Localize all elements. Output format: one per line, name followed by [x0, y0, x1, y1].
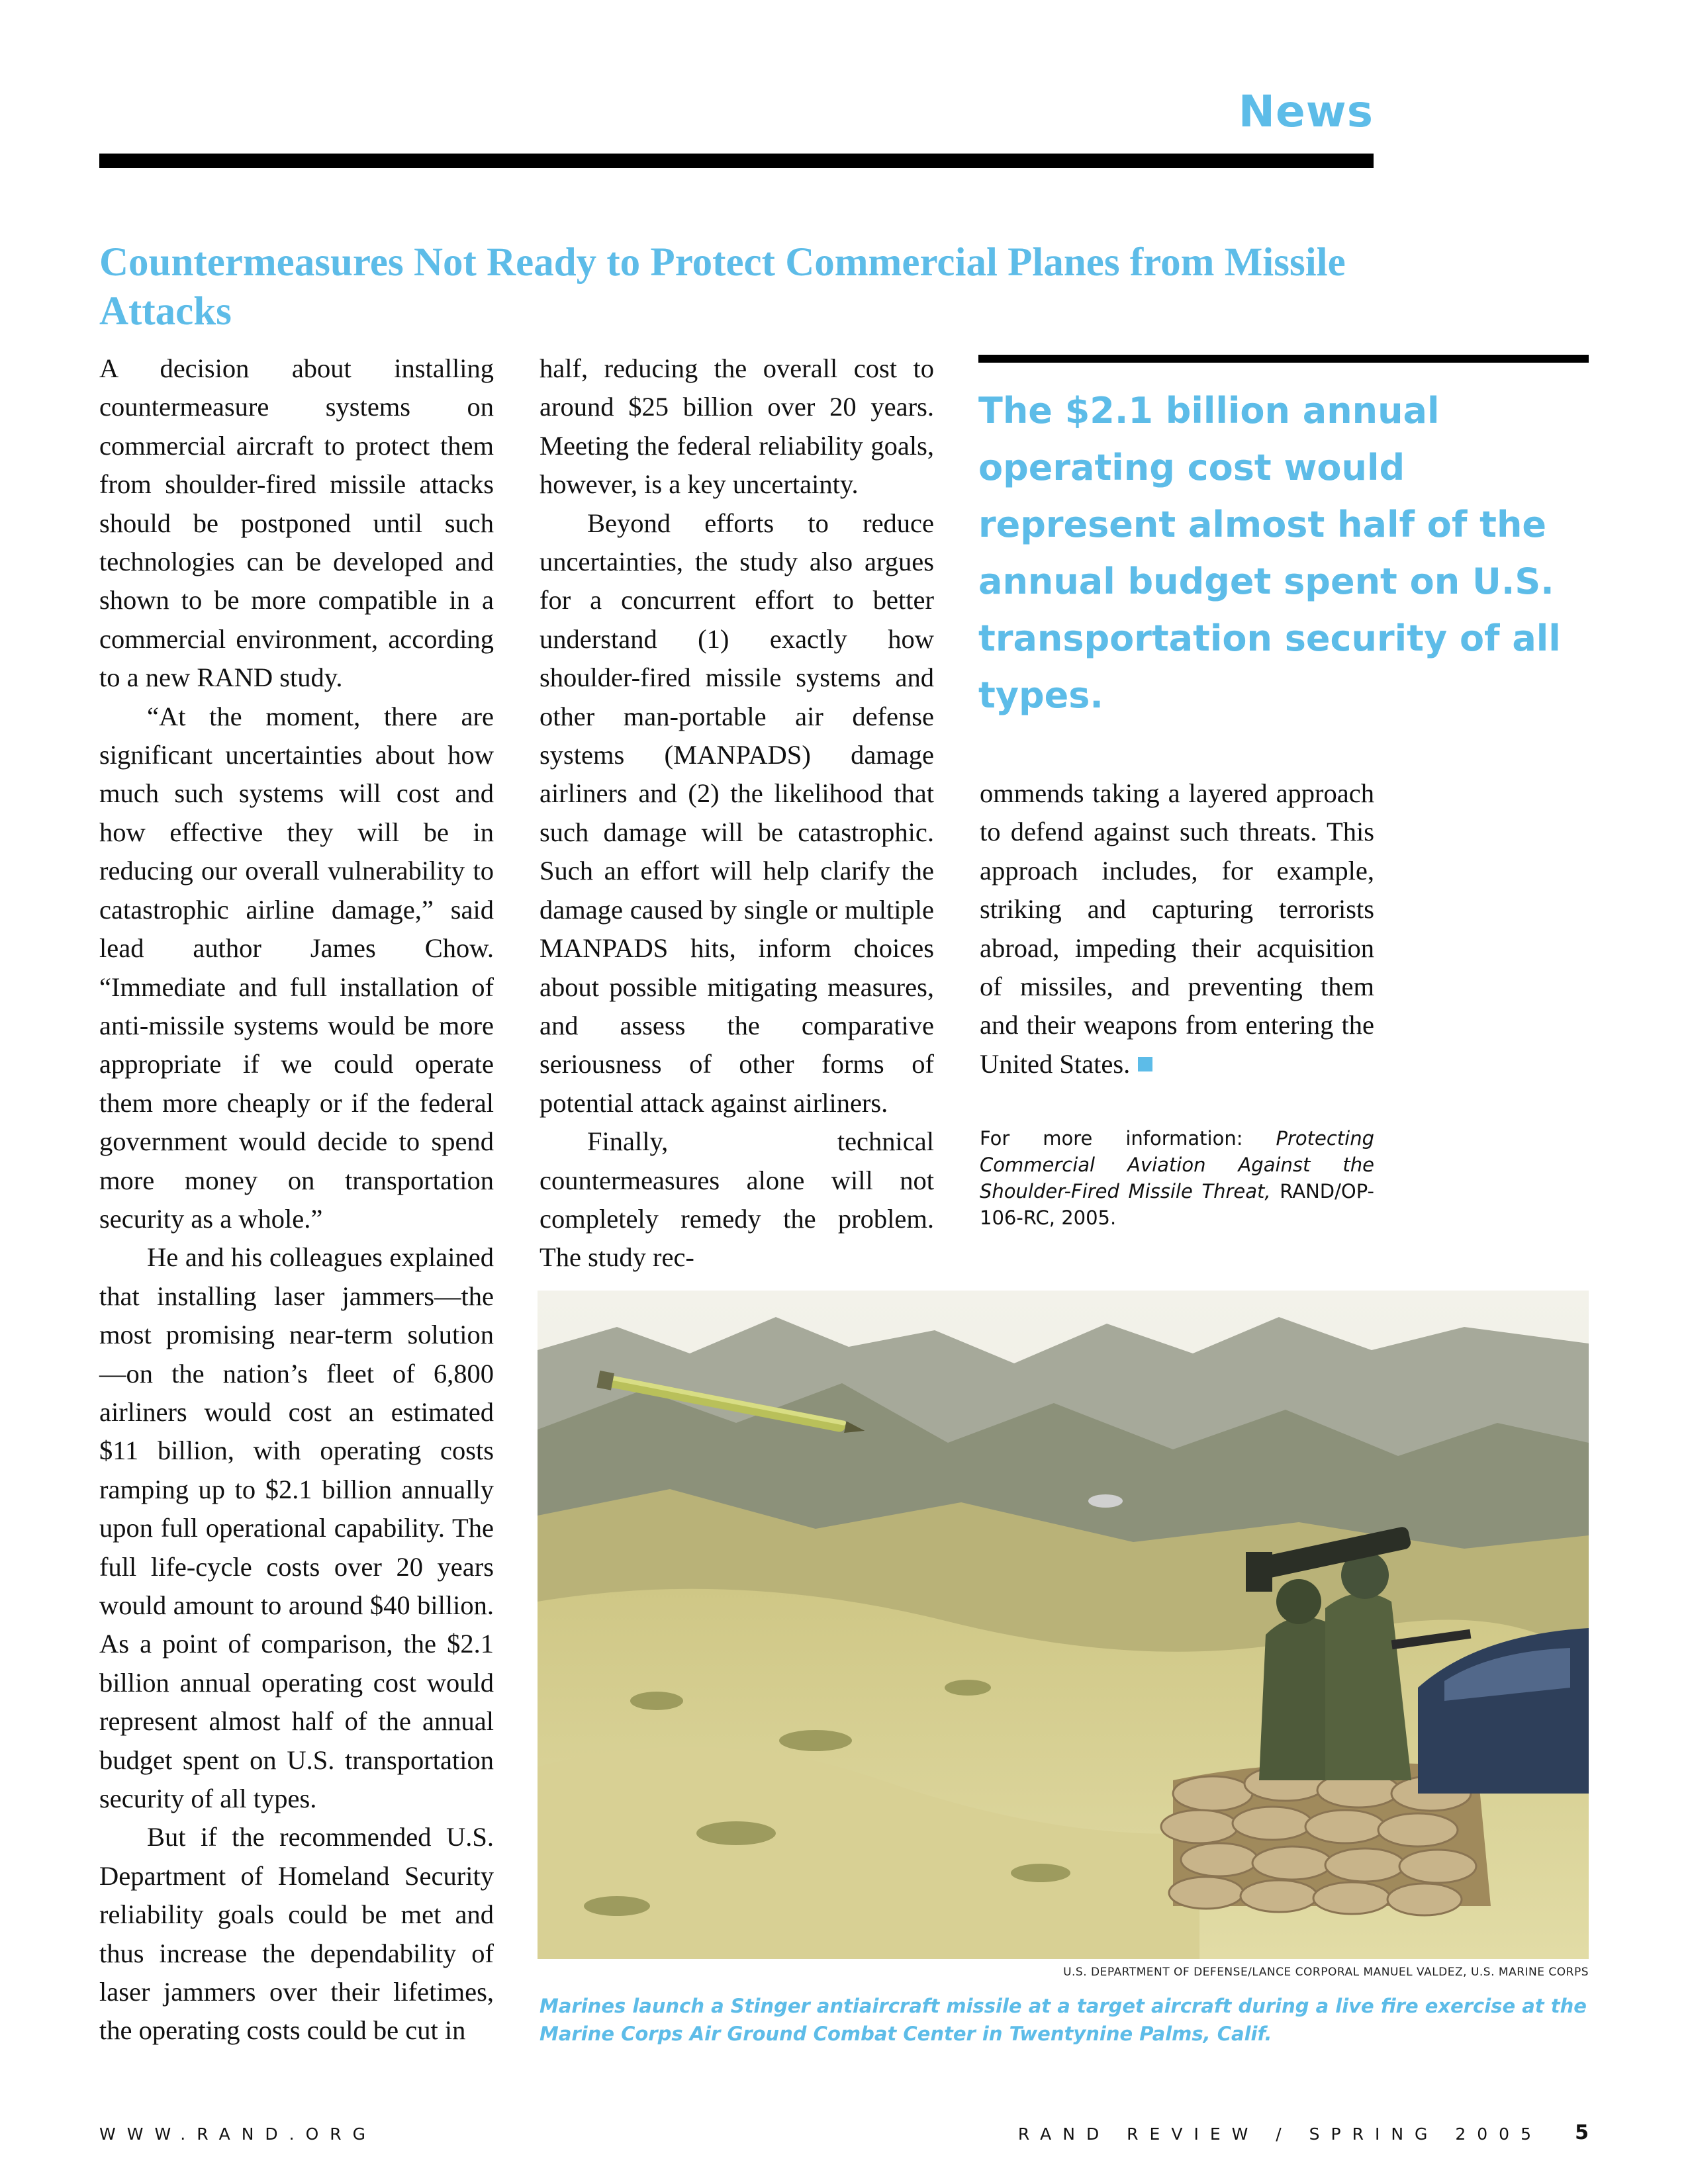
footer-website: WWW.RAND.ORG	[99, 2124, 377, 2144]
more-info-lead: For more information:	[980, 1127, 1276, 1150]
article-photo	[538, 1291, 1589, 1959]
photo-credit: U.S. DEPARTMENT OF DEFENSE/LANCE CORPORAL MANUEL VALDEZ, U.S. MARINE CORPS	[1063, 1966, 1589, 1979]
paragraph: “At the moment, there are significant uncertainties about how much such systems will cost and how effective they will be in reducing our overall vulnerability to catastrophic airline damage,” said lead author James Chow. “Immediate and full installation of anti-missile systems would be more appropriate if we could operate them more cheaply or if the federal government would decide to spend more money on transportation security as a whole.”	[99, 701, 494, 1234]
section-label: News	[1238, 86, 1374, 137]
paragraph: Finally, technical countermeasures alone will not completely remedy the problem. The study rec-	[539, 1126, 934, 1273]
photo-caption: Marines launch a Stinger antiaircraft missile at a target aircraft during a live fire exercise at the Marine Corps Air Ground Combat Center in Twentynine Palms, Calif.	[539, 1995, 1587, 2045]
paragraph-text: ommends taking a layered approach to defend against such threats. This approach includes, for example, striking and capturing terrorists abroad, impeding their acquisition of missiles, and preventing them and their weapons from entering the United States.	[980, 778, 1374, 1079]
end-mark-icon	[1138, 1057, 1152, 1071]
article-column-2	[539, 349, 934, 1277]
pull-quote: The $2.1 billion annual operating cost would represent almost half of the annual budget spent on U.S. transportation security of all types.	[978, 390, 1561, 716]
footer-publication: RAND REVIEW / SPRING 2005	[1017, 2124, 1542, 2144]
pull-quote-rule	[978, 355, 1589, 363]
paragraph: half, reducing the overall cost to around $25 billion over 20 years. Meeting the federal reliability goals, however, is a key uncertainty.	[539, 353, 934, 500]
paragraph: But if the recommended U.S. Department of Homeland Security reliability goals could be met and thus increase the dependability of laser jammers over their lifetimes, the operating costs could be cut in	[99, 1822, 494, 2046]
paragraph: Beyond efforts to reduce uncertainties, the study also argues for a concurrent effort to better understand (1) exactly how shoulder-fired missile systems and other man-portable air defense systems (MANPADS) damage airliners and (2) the likelihood that such damage will be catastrophic. Such an effort will help clarify the damage caused by single or multiple MANPADS hits, inform choices about possible mitigating measures, and assess the comparative seriousness of other forms of potential attack against airliners.	[539, 508, 934, 1118]
more-info-title: Protecting Commercial Aviation Against the Shoulder-Fired Missile Threat,	[980, 1127, 1374, 1203]
desert-missile-launch-illustration	[538, 1291, 1589, 1959]
article-column-3	[980, 774, 1374, 1083]
more-info	[980, 1125, 1374, 1231]
article-column-1	[99, 349, 494, 2050]
paragraph: He and his colleagues explained that installing laser jammers—the most promising near-term solution—on the nation’s fleet of 6,800 airliners would cost an estimated $11 billion, with operating costs ramping up to $2.1 billion annually upon full operational capability. The full life-cycle costs over 20 years would amount to around $40 billion. As a point of comparison, the $2.1 billion annual operating cost would represent almost half of the annual budget spent on U.S. transportation security of all types.	[99, 1242, 494, 1814]
paragraph: A decision about installing countermeasure systems on commercial aircraft to protect them from shoulder-fired missile attacks should be postponed until such technologies can be developed and shown to be more compatible in a commercial environment, according to a new RAND study.	[99, 353, 494, 693]
page-number: 5	[1575, 2121, 1589, 2144]
article-headline: Countermeasures Not Ready to Protect Commercial Planes from Missile Attacks	[99, 240, 1346, 334]
more-info-tail: RAND/OP-106-RC, 2005.	[980, 1180, 1375, 1229]
top-rule	[99, 154, 1374, 168]
paragraph	[980, 774, 1374, 1083]
